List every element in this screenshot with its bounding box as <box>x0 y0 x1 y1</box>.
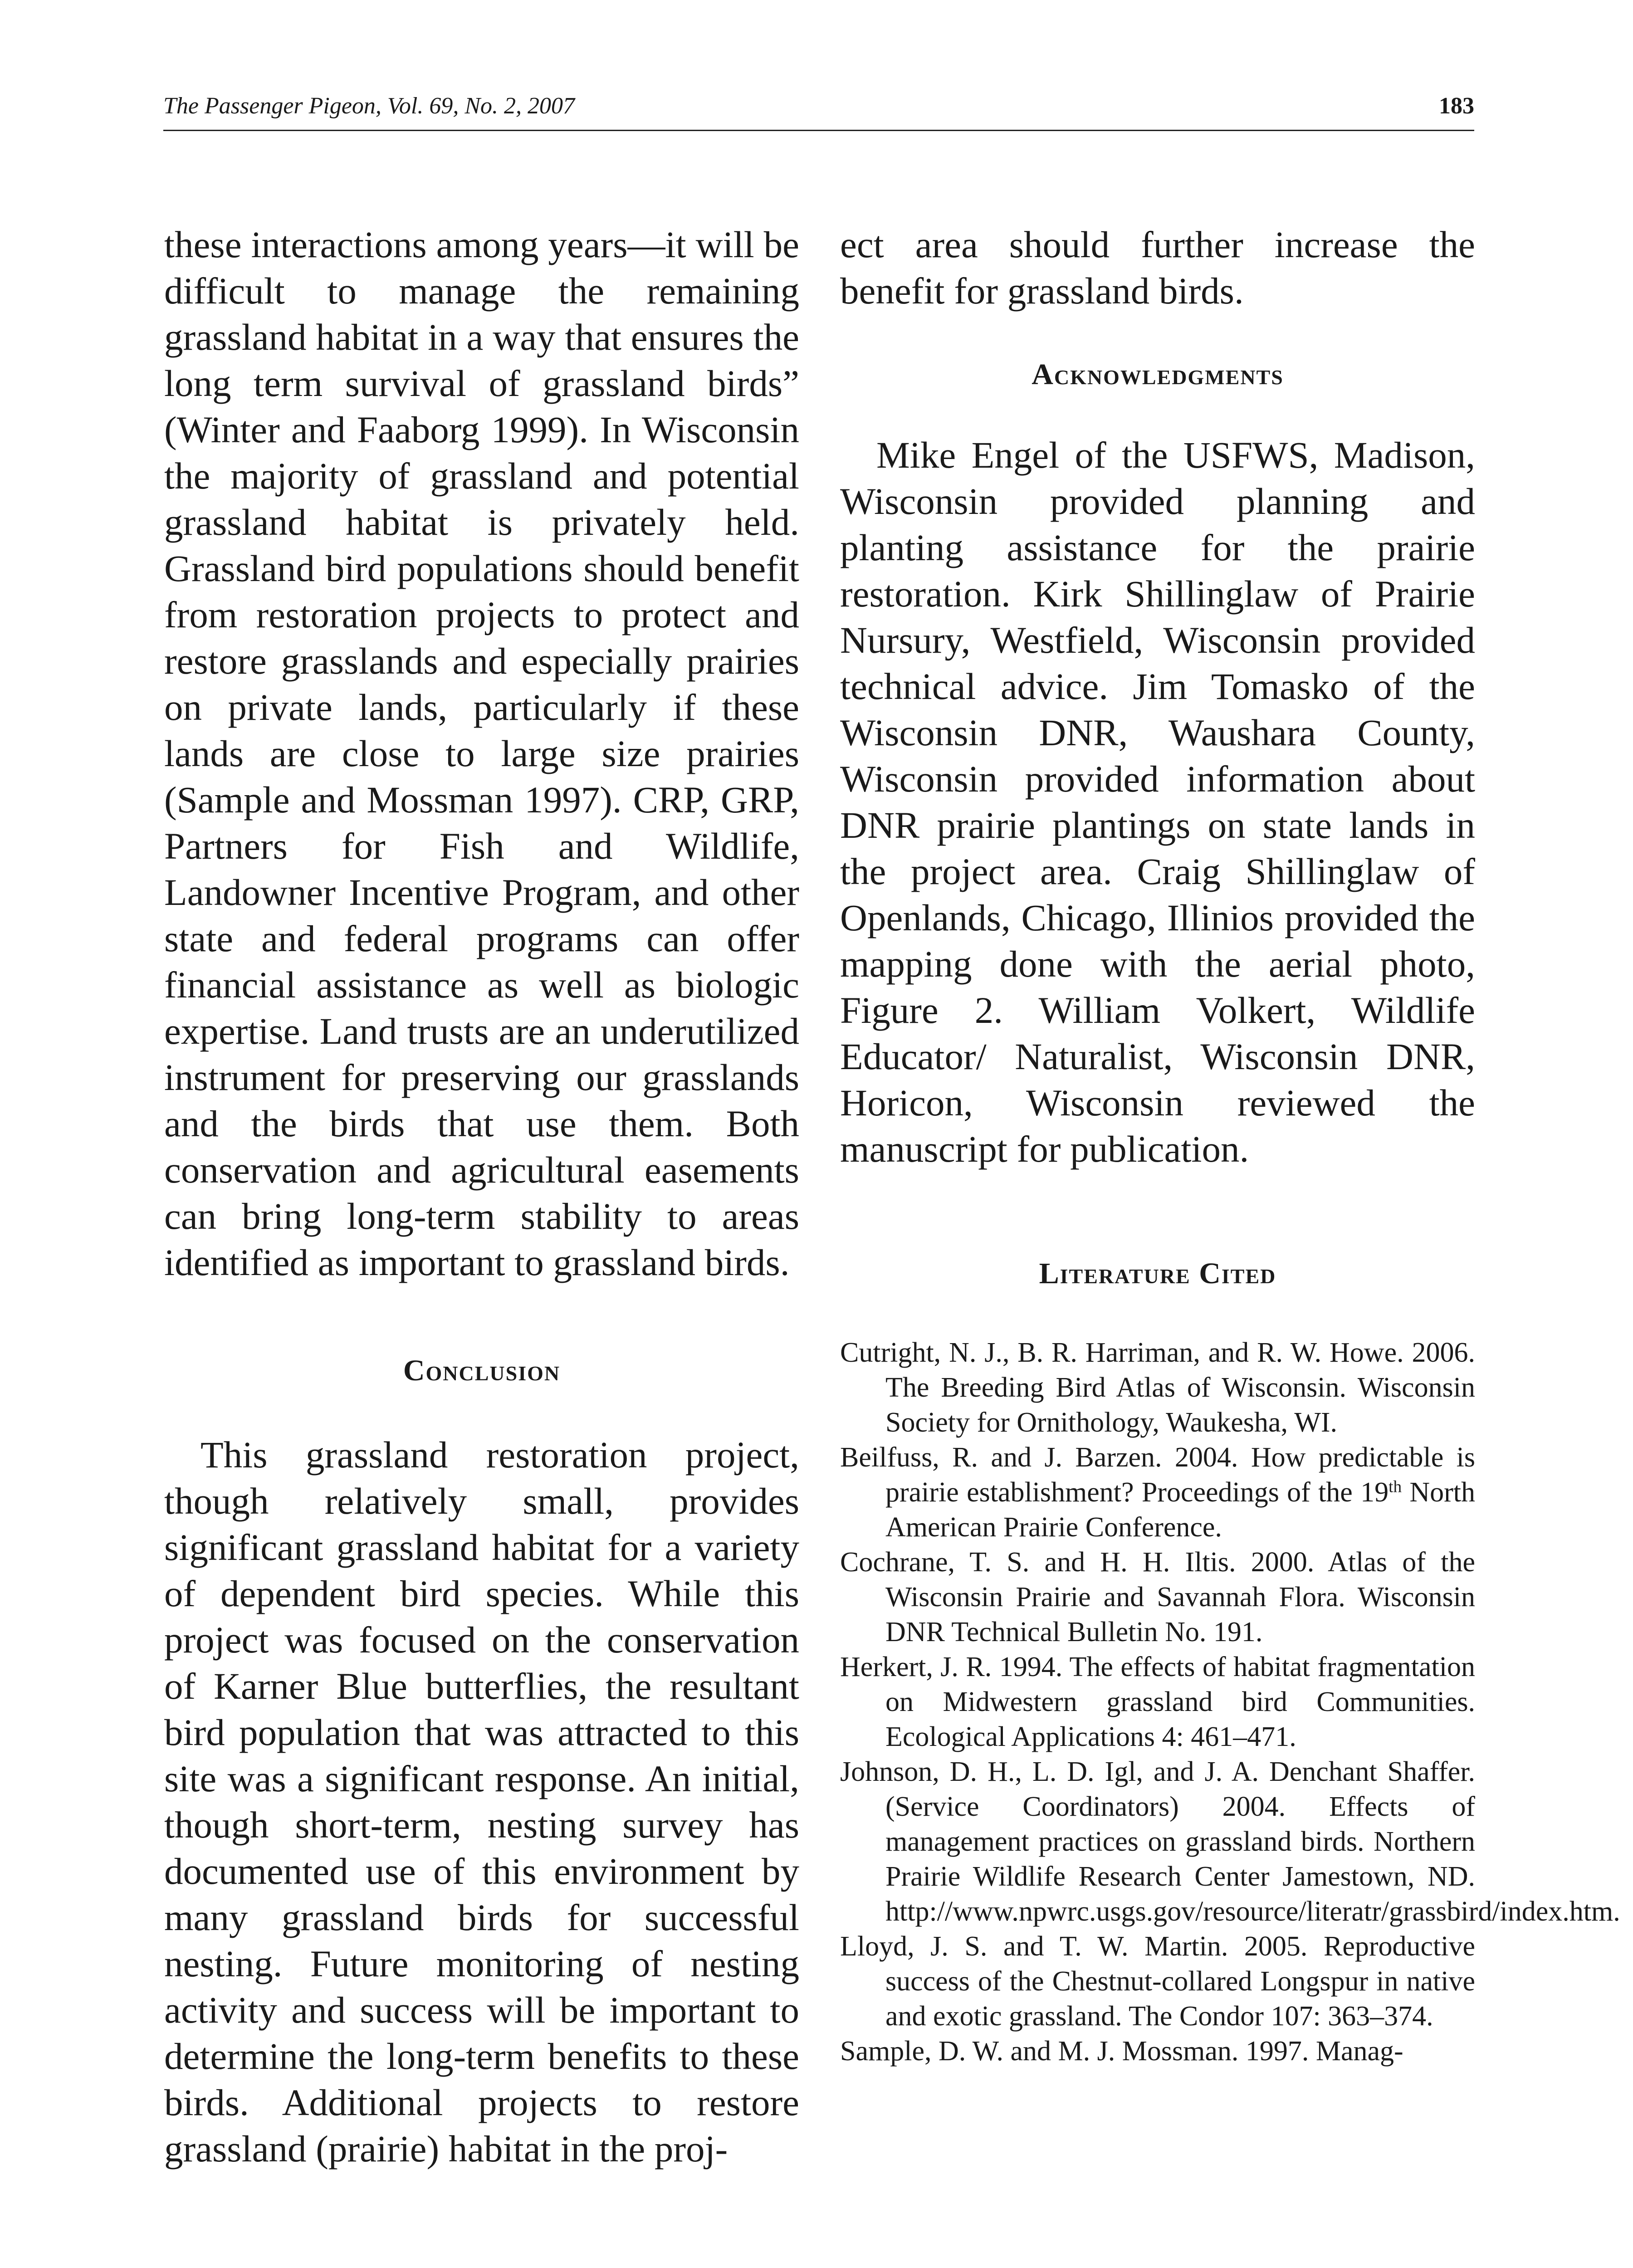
literature-cited-heading: Literature Cited <box>1039 1257 1276 1290</box>
page-number: 183 <box>1439 93 1474 119</box>
reference-item: Lloyd, J. S. and T. W. Martin. 2005. Reproductive success of the Chestnut-collared Longspur in native and exotic grassland. The Condor 107: 363–374. <box>840 1931 1475 2032</box>
reference-item: Herkert, J. R. 1994. The effects of habitat fragmentation on Midwestern grassland bird Communities. Ecological Applications 4: 461–471. <box>840 1652 1475 1752</box>
acknowledgments-paragraph: Mike Engel of the USFWS, Madison, Wisconsin provided planning and planting assistance for the prairie restoration. Kirk Shillinglaw of Prairie Nursury, Westfield, Wisconsin provided technical advice. Jim Tomasko of the Wisconsin DNR, Waushara County, Wisconsin provided information about DNR prairie plantings on state lands in the project area. Craig Shillinglaw of Openlands, Chicago, Illinios provided the mapping done with the aerial photo, Figure 2. William Volkert, Wildlife Educator/ Naturalist, Wisconsin DNR, Horicon, Wisconsin reviewed the manuscript for publication. <box>840 434 1475 1170</box>
reference-item: Sample, D. W. and M. J. Mossman. 1997. Manag- <box>840 2036 1403 2067</box>
reference-text: Beilfuss, R. and J. Barzen. 2004. How predictable is prairie establishment? Proceedings of the 19 <box>840 1442 1475 1508</box>
reference-item: Cochrane, T. S. and H. H. Iltis. 2000. Atlas of the Wisconsin Prairie and Savannah Flora. Wisconsin DNR Technical Bulletin No. 191. <box>840 1547 1475 1647</box>
right-column <box>840 221 1620 2069</box>
body-paragraph: these interactions among years—it will be difficult to manage the remaining grassland habitat in a way that ensures the long term survival of grassland birds” (Winter and Faaborg 1999). In Wisconsin the majority of grassland and potential grassland habitat is privately held. Grassland bird populations should benefit from restoration projects to protect and restore grasslands and especially prairies on private lands, particularly if these lands are close to large size prairies (Sample and Mossman 1997). CRP, GRP, Partners for Fish and Wildlife, Landowner Incentive Program, and other state and federal programs can offer financial assistance as well as biologic expertise. Land trusts are an underutilized instrument for preserving our grasslands and the birds that use them. Both conservation and agricultural easements can bring long-term stability to areas identified as important to grassland birds. <box>164 224 799 1283</box>
reference-list <box>840 1335 1620 2069</box>
reference-item: Johnson, D. H., L. D. Igl, and J. A. Denchant Shaffer. (Service Coordinators) 2004. Effects of management practices on grassland birds. Northern Prairie Wildlife Research Center Jamestown, ND. http://www.npwrc.usgs.gov/resource/literatr/grassbird/index.htm. <box>840 1756 1620 1927</box>
left-column <box>164 221 799 2172</box>
reference-text: North American Prairie Conference. <box>885 1477 1475 1543</box>
conclusion-paragraph: This grassland restoration project, though relatively small, provides significant grassland habitat for a variety of dependent bird species. While this project was focused on the conservation of Karner Blue butterflies, the resultant bird population that was attracted to this site was a significant response. An initial, though short-term, nesting survey has documented use of this environment by many grassland birds for successful nesting. Future monitoring of nesting activity and success will be important to determine the long-term benefits to these birds. Additional projects to restore grassland (prairie) habitat in the proj- <box>164 1434 799 2170</box>
acknowledgments-heading: Acknowledgments <box>1032 358 1284 391</box>
reference-item: Cutright, N. J., B. R. Harriman, and R. W. Howe. 2006. The Breeding Bird Atlas of Wisconsin. Wisconsin Society for Ornithology, Waukesha, WI. <box>840 1337 1475 1438</box>
reference-item <box>840 1440 1475 1545</box>
ordinal-superscript: th <box>1389 1477 1402 1496</box>
running-head: The Passenger Pigeon, Vol. 69, No. 2, 2007 <box>163 93 575 119</box>
body-paragraph-continued: ect area should further increase the benefit for grassland birds. <box>840 224 1475 312</box>
conclusion-heading: Conclusion <box>403 1354 561 1387</box>
page-header <box>163 89 1474 131</box>
